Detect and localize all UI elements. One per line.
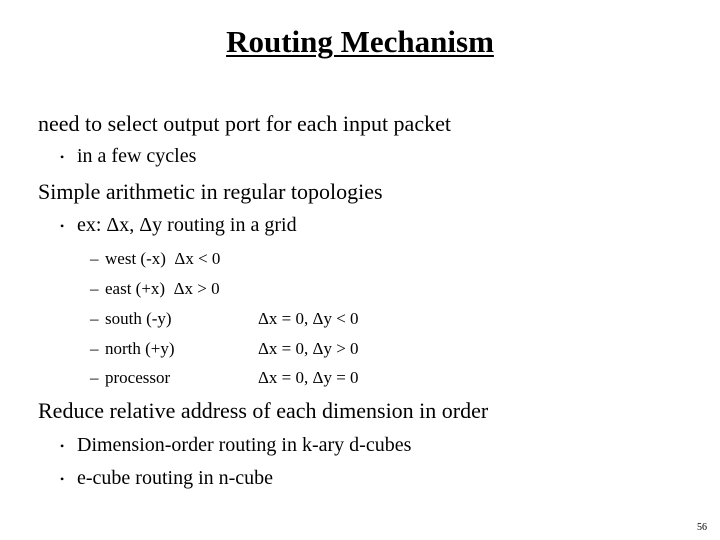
rule-processor: – processor <box>90 368 171 387</box>
bullet-icon: • <box>60 472 65 487</box>
bullet-icon: • <box>60 439 65 454</box>
rule-east: – east (+x) Δx > 0 <box>90 279 220 298</box>
dash-icon: – <box>90 368 99 387</box>
dash-icon: – <box>90 249 99 268</box>
rule-north: – north (+y) <box>90 339 175 358</box>
dash-icon: – <box>90 309 99 328</box>
section-3-bullet-1: • Dimension-order routing in k-ary d-cubes <box>60 432 411 459</box>
section-1-heading: need to select output port for each input packet <box>38 111 451 136</box>
rule-processor-condition: Δx = 0, Δy = 0 <box>258 368 359 387</box>
section-3-heading: Reduce relative address of each dimension in order <box>38 398 489 423</box>
section-2-bullet-1: • ex: Δx, Δy routing in a grid <box>60 212 297 239</box>
dash-icon: – <box>90 339 99 358</box>
rule-south-condition: Δx = 0, Δy < 0 <box>258 309 359 328</box>
rule-north-condition: Δx = 0, Δy > 0 <box>258 339 359 358</box>
section-2-heading: Simple arithmetic in regular topologies <box>38 179 383 204</box>
rule-south: – south (-y) <box>90 309 172 328</box>
section-1-bullet-1: • in a few cycles <box>60 143 196 170</box>
bullet-icon: • <box>60 150 65 165</box>
page-number: 56 <box>697 522 707 533</box>
rule-west: – west (-x) Δx < 0 <box>90 249 221 268</box>
dash-icon: – <box>90 279 99 298</box>
section-3-bullet-2: • e-cube routing in n-cube <box>60 465 273 492</box>
bullet-icon: • <box>60 219 65 234</box>
slide-title: Routing Mechanism <box>226 24 494 59</box>
